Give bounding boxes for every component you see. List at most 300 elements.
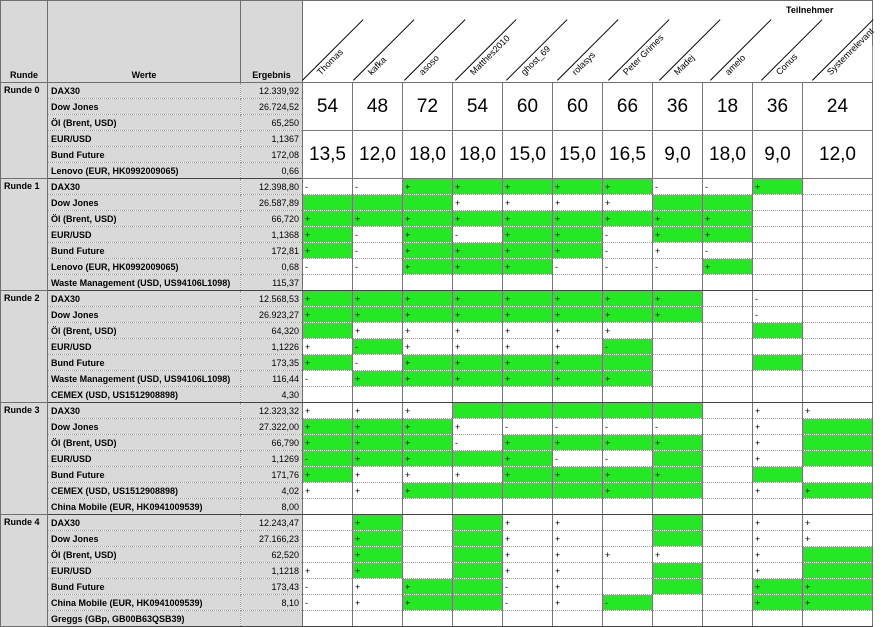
prediction-cell: + <box>453 211 503 227</box>
prediction-cell <box>453 531 503 547</box>
werte-cell: CEMEX (USD, US1512908898) <box>48 483 241 499</box>
prediction-cell: + <box>753 595 803 611</box>
prediction-cell <box>703 563 753 579</box>
prediction-cell <box>653 499 703 515</box>
prediction-cell <box>703 451 753 467</box>
prediction-cell <box>753 387 803 403</box>
werte-cell: Öl (Brent, USD) <box>48 323 241 339</box>
table-row <box>1 195 873 211</box>
score-a-cell: 24 <box>803 83 873 131</box>
prediction-cell: + <box>353 323 403 339</box>
werte-cell: Dow Jones <box>48 99 241 115</box>
score-b-cell: 12,0 <box>353 131 403 179</box>
prediction-cell: + <box>653 291 703 307</box>
prediction-cell <box>603 515 653 531</box>
score-a-cell: 48 <box>353 83 403 131</box>
prediction-cell: + <box>653 243 703 259</box>
prediction-cell: - <box>453 227 503 243</box>
prediction-cell: + <box>553 563 603 579</box>
prediction-cell <box>453 547 503 563</box>
prediction-cell <box>503 275 553 291</box>
ergebnis-cell: 27.166,23 <box>241 531 303 547</box>
prediction-cell <box>303 323 353 339</box>
werte-cell: Greggs (GBp, GB00B63QSB39) <box>48 611 241 627</box>
prediction-cell <box>803 547 873 563</box>
prediction-cell: + <box>453 355 503 371</box>
prediction-cell: + <box>553 227 603 243</box>
prediction-cell <box>753 371 803 387</box>
prediction-cell: - <box>603 419 653 435</box>
prediction-cell: + <box>303 467 353 483</box>
werte-cell: DAX30 <box>48 179 241 195</box>
prediction-cell <box>803 259 873 275</box>
prediction-cell <box>753 323 803 339</box>
ergebnis-cell: 62,520 <box>241 547 303 563</box>
prediction-cell <box>453 387 503 403</box>
score-b-cell: 13,5 <box>303 131 353 179</box>
table-row <box>1 483 873 499</box>
werte-cell: Dow Jones <box>48 531 241 547</box>
prediction-cell: + <box>403 307 453 323</box>
score-a-cell: 36 <box>753 83 803 131</box>
prediction-cell <box>703 323 753 339</box>
ergebnis-cell: 66,720 <box>241 211 303 227</box>
prediction-cell: + <box>803 579 873 595</box>
prediction-cell: - <box>703 243 753 259</box>
score-a-cell: 54 <box>453 83 503 131</box>
prediction-cell: + <box>753 531 803 547</box>
werte-cell: Bund Future <box>48 147 241 163</box>
prediction-cell: - <box>553 259 603 275</box>
prediction-cell <box>603 499 653 515</box>
prediction-cell <box>503 611 553 627</box>
prediction-cell <box>803 243 873 259</box>
prediction-cell <box>703 291 753 307</box>
ergebnis-cell: 26.923,27 <box>241 307 303 323</box>
score-b-cell: 15,0 <box>553 131 603 179</box>
teilnehmer-header: Teilnehmer <box>786 5 834 15</box>
prediction-cell <box>803 419 873 435</box>
prediction-cell: + <box>453 339 503 355</box>
prediction-cell <box>653 563 703 579</box>
prediction-cell <box>703 403 753 419</box>
ergebnis-cell: 115,37 <box>241 275 303 291</box>
werte-cell: Öl (Brent, USD) <box>48 211 241 227</box>
participant-label: asoso <box>416 52 441 77</box>
prediction-cell: + <box>803 515 873 531</box>
werte-cell: DAX30 <box>48 83 241 99</box>
prediction-cell: - <box>603 259 653 275</box>
prediction-cell: + <box>453 371 503 387</box>
prediction-cell <box>353 499 403 515</box>
prediction-cell <box>603 531 653 547</box>
prediction-cell: - <box>303 595 353 611</box>
werte-cell: DAX30 <box>48 291 241 307</box>
prediction-cell: - <box>603 595 653 611</box>
prediction-cell: + <box>753 435 803 451</box>
werte-cell: DAX30 <box>48 515 241 531</box>
prediction-cell <box>753 243 803 259</box>
prediction-cell: + <box>753 483 803 499</box>
prediction-cell: + <box>503 243 553 259</box>
prediction-cell <box>303 387 353 403</box>
prediction-cell: + <box>803 403 873 419</box>
table-row <box>1 611 873 627</box>
prediction-cell: + <box>503 435 553 451</box>
ergebnis-cell: 1,1269 <box>241 451 303 467</box>
prediction-cell <box>803 355 873 371</box>
prediction-cell <box>703 275 753 291</box>
prediction-cell <box>803 611 873 627</box>
prediction-cell: + <box>553 435 603 451</box>
prediction-cell <box>753 355 803 371</box>
table-row <box>1 499 873 515</box>
werte-cell: Lenovo (EUR, HK0992009065) <box>48 259 241 275</box>
werte-cell: EUR/USD <box>48 227 241 243</box>
score-a-cell: 36 <box>653 83 703 131</box>
prediction-cell: - <box>603 339 653 355</box>
prediction-cell <box>803 275 873 291</box>
score-a-cell: 60 <box>553 83 603 131</box>
prediction-cell: - <box>353 179 403 195</box>
header-ergebnis: Ergebnis <box>241 1 303 83</box>
werte-cell: Öl (Brent, USD) <box>48 435 241 451</box>
participant-label: kafka <box>365 54 389 77</box>
prediction-cell <box>703 419 753 435</box>
prediction-cell: + <box>353 483 403 499</box>
prediction-cell: + <box>453 195 503 211</box>
prediction-cell <box>703 579 753 595</box>
prediction-cell: + <box>303 243 353 259</box>
prediction-cell: + <box>403 179 453 195</box>
runde-label: Runde 1 <box>1 179 48 291</box>
prediction-cell <box>453 595 503 611</box>
prediction-cell: + <box>553 515 603 531</box>
prediction-cell: + <box>653 547 703 563</box>
prediction-cell: + <box>803 595 873 611</box>
prediction-cell <box>753 259 803 275</box>
table-row <box>1 211 873 227</box>
prediction-cell <box>803 339 873 355</box>
prediction-cell <box>403 611 453 627</box>
werte-cell: Bund Future <box>48 467 241 483</box>
prediction-cell: + <box>353 547 403 563</box>
ergebnis-cell: 173,43 <box>241 579 303 595</box>
prediction-cell: - <box>753 307 803 323</box>
prediction-cell <box>653 339 703 355</box>
runde-label: Runde 2 <box>1 291 48 403</box>
score-b-cell: 9,0 <box>753 131 803 179</box>
prediction-cell <box>453 275 503 291</box>
prediction-cell <box>653 355 703 371</box>
prediction-cell: + <box>453 291 503 307</box>
prediction-cell <box>753 611 803 627</box>
table-row <box>1 579 873 595</box>
prediction-cell: + <box>403 579 453 595</box>
prediction-cell: + <box>303 339 353 355</box>
prediction-cell: - <box>453 435 503 451</box>
table-row <box>1 595 873 611</box>
prediction-cell: + <box>503 339 553 355</box>
prediction-cell <box>453 451 503 467</box>
prediction-cell <box>603 611 653 627</box>
prediction-cell: + <box>403 291 453 307</box>
prediction-cell: + <box>453 467 503 483</box>
prediction-cell <box>603 275 653 291</box>
prediction-cell <box>803 307 873 323</box>
prediction-cell: + <box>603 547 653 563</box>
werte-cell: EUR/USD <box>48 563 241 579</box>
prediction-cell <box>653 451 703 467</box>
prediction-cell: + <box>703 259 753 275</box>
prediction-cell <box>353 275 403 291</box>
prediction-cell: + <box>403 259 453 275</box>
werte-cell: EUR/USD <box>48 131 241 147</box>
ergebnis-cell: 27.322,00 <box>241 419 303 435</box>
prediction-cell: + <box>453 179 503 195</box>
table-row <box>1 403 873 419</box>
prediction-cell: + <box>353 419 403 435</box>
prediction-cell <box>803 211 873 227</box>
prediction-cell: + <box>553 291 603 307</box>
prediction-cell: + <box>303 307 353 323</box>
prediction-cell <box>653 611 703 627</box>
prediction-cell: + <box>353 307 403 323</box>
score-b-cell: 18,0 <box>703 131 753 179</box>
prediction-cell <box>803 371 873 387</box>
ergebnis-cell: 26.724,52 <box>241 99 303 115</box>
prediction-cell: + <box>603 371 653 387</box>
table-row <box>1 227 873 243</box>
werte-cell: China Mobile (EUR, HK0941009539) <box>48 595 241 611</box>
prediction-cell <box>803 387 873 403</box>
prediction-cell: + <box>553 579 603 595</box>
prediction-cell: + <box>403 323 453 339</box>
prediction-cell: + <box>503 467 553 483</box>
prediction-cell <box>653 371 703 387</box>
prediction-cell <box>653 515 703 531</box>
prediction-cell: + <box>803 531 873 547</box>
prediction-cell: + <box>653 435 703 451</box>
prediction-cell <box>803 291 873 307</box>
werte-cell: Waste Management (USD, US94106L1098) <box>48 371 241 387</box>
prediction-cell: + <box>553 371 603 387</box>
werte-cell: CEMEX (USD, US1512908898) <box>48 387 241 403</box>
runde-label: Runde 4 <box>1 515 48 627</box>
prediction-cell: - <box>503 579 553 595</box>
prediction-cell: + <box>653 467 703 483</box>
ergebnis-cell: 8,10 <box>241 595 303 611</box>
participant-label: Systemrelevant <box>824 26 876 77</box>
table-row <box>1 563 873 579</box>
ergebnis-cell: 173,35 <box>241 355 303 371</box>
prediction-cell <box>703 387 753 403</box>
table-row <box>1 275 873 291</box>
table-row <box>1 179 873 195</box>
werte-cell: EUR/USD <box>48 451 241 467</box>
prediction-cell <box>403 515 453 531</box>
runde-label: Runde 0 <box>1 83 48 179</box>
prediction-cell: + <box>503 323 553 339</box>
prediction-cell: + <box>303 563 353 579</box>
werte-cell: EUR/USD <box>48 339 241 355</box>
werte-cell: Dow Jones <box>48 195 241 211</box>
prediction-cell: + <box>503 227 553 243</box>
prediction-cell: + <box>653 307 703 323</box>
prediction-cell <box>703 435 753 451</box>
prediction-cell <box>803 435 873 451</box>
prediction-cell <box>703 355 753 371</box>
prediction-cell: + <box>553 531 603 547</box>
prediction-cell: + <box>553 595 603 611</box>
prediction-cell: + <box>703 211 753 227</box>
prediction-cell <box>403 531 453 547</box>
participant-label: Thomas <box>314 46 345 77</box>
prediction-cell <box>703 499 753 515</box>
prediction-cell <box>703 195 753 211</box>
prediction-cell: + <box>303 435 353 451</box>
prediction-cell: + <box>503 259 553 275</box>
prediction-cell <box>803 467 873 483</box>
prediction-cell <box>503 403 553 419</box>
participant-label: rolasys <box>569 49 598 77</box>
prediction-cell <box>753 195 803 211</box>
prediction-cell: + <box>803 483 873 499</box>
table-row <box>1 387 873 403</box>
prediction-cell <box>653 195 703 211</box>
werte-cell: Bund Future <box>48 579 241 595</box>
prediction-cell <box>353 611 403 627</box>
prediction-cell: - <box>603 243 653 259</box>
prediction-cell: + <box>553 243 603 259</box>
prediction-cell <box>703 483 753 499</box>
runde-label: Runde 3 <box>1 403 48 515</box>
score-a-cell: 54 <box>303 83 353 131</box>
prediction-cell: + <box>603 323 653 339</box>
score-b-cell: 12,0 <box>803 131 873 179</box>
header-runde: Runde <box>1 1 48 83</box>
participant-label: ghost_69 <box>518 43 553 77</box>
ergebnis-cell: 1,1367 <box>241 131 303 147</box>
ergebnis-cell: 4,02 <box>241 483 303 499</box>
prediction-cell <box>303 195 353 211</box>
ergebnis-cell: 1,1218 <box>241 563 303 579</box>
ergebnis-cell: 12.339,92 <box>241 83 303 99</box>
prediction-cell: - <box>353 227 403 243</box>
werte-cell: Öl (Brent, USD) <box>48 115 241 131</box>
werte-cell: Bund Future <box>48 243 241 259</box>
prediction-cell <box>403 547 453 563</box>
prediction-cell: + <box>553 355 603 371</box>
prediction-cell <box>553 275 603 291</box>
table-row <box>1 291 873 307</box>
ergebnis-cell: 116,44 <box>241 371 303 387</box>
prediction-cell: - <box>303 179 353 195</box>
prediction-cell <box>603 387 653 403</box>
prediction-cell: - <box>353 259 403 275</box>
table-row <box>1 339 873 355</box>
ergebnis-cell: 172,08 <box>241 147 303 163</box>
prediction-cell: + <box>403 403 453 419</box>
ergebnis-cell: 171,76 <box>241 467 303 483</box>
ergebnis-cell: 12.243,47 <box>241 515 303 531</box>
prediction-cell: + <box>753 419 803 435</box>
score-b-cell: 18,0 <box>453 131 503 179</box>
ergebnis-cell <box>241 611 303 627</box>
prediction-cell: + <box>403 483 453 499</box>
scroll-edge <box>872 46 885 80</box>
prediction-cell: + <box>353 579 403 595</box>
ergebnis-cell: 1,1226 <box>241 339 303 355</box>
prediction-cell: + <box>553 307 603 323</box>
prediction-cell <box>803 499 873 515</box>
table-row <box>1 243 873 259</box>
prediction-cell: + <box>303 483 353 499</box>
prediction-cell: + <box>403 595 453 611</box>
ergebnis-cell: 172,81 <box>241 243 303 259</box>
ergebnis-cell: 12.568,53 <box>241 291 303 307</box>
prediction-cell <box>553 387 603 403</box>
prediction-cell <box>753 275 803 291</box>
prediction-cell: + <box>353 451 403 467</box>
prediction-cell: - <box>603 451 653 467</box>
prediction-cell: + <box>703 227 753 243</box>
prediction-cell <box>403 387 453 403</box>
prediction-cell <box>453 515 503 531</box>
prediction-cell: + <box>553 211 603 227</box>
prediction-cell <box>653 387 703 403</box>
prediction-cell: + <box>353 563 403 579</box>
prediction-cell: + <box>353 467 403 483</box>
prediction-cell: + <box>603 435 653 451</box>
prediction-cell <box>503 483 553 499</box>
score-b-cell: 18,0 <box>403 131 453 179</box>
prediction-cell: + <box>353 291 403 307</box>
prediction-cell: + <box>653 227 703 243</box>
prediction-cell <box>353 195 403 211</box>
prediction-cell: + <box>303 227 353 243</box>
participant-label: Peter Grimes <box>620 32 666 77</box>
prediction-cell <box>453 483 503 499</box>
ergebnis-cell: 0,68 <box>241 259 303 275</box>
prediction-cell <box>703 531 753 547</box>
ergebnis-cell: 12.398,80 <box>241 179 303 195</box>
prediction-cell: + <box>603 291 653 307</box>
prediction-cell: + <box>553 323 603 339</box>
table-row <box>1 451 873 467</box>
prediction-cell: + <box>403 211 453 227</box>
header-row <box>1 1 873 83</box>
ergebnis-cell: 64,320 <box>241 323 303 339</box>
prediction-cell <box>503 387 553 403</box>
prediction-cell: + <box>503 291 553 307</box>
prediction-cell <box>703 611 753 627</box>
prediction-cell: + <box>503 547 553 563</box>
prediction-cell <box>653 403 703 419</box>
prediction-cell <box>303 499 353 515</box>
prediction-cell <box>453 403 503 419</box>
prediction-cell <box>353 387 403 403</box>
ergebnis-cell: 12.323,32 <box>241 403 303 419</box>
prediction-cell <box>603 563 653 579</box>
prediction-cell: - <box>653 419 703 435</box>
ergebnis-cell: 4,30 <box>241 387 303 403</box>
prediction-cell <box>303 611 353 627</box>
prediction-cell <box>653 595 703 611</box>
prediction-cell: - <box>603 227 653 243</box>
prediction-cell <box>303 515 353 531</box>
prediction-cell: - <box>503 595 553 611</box>
